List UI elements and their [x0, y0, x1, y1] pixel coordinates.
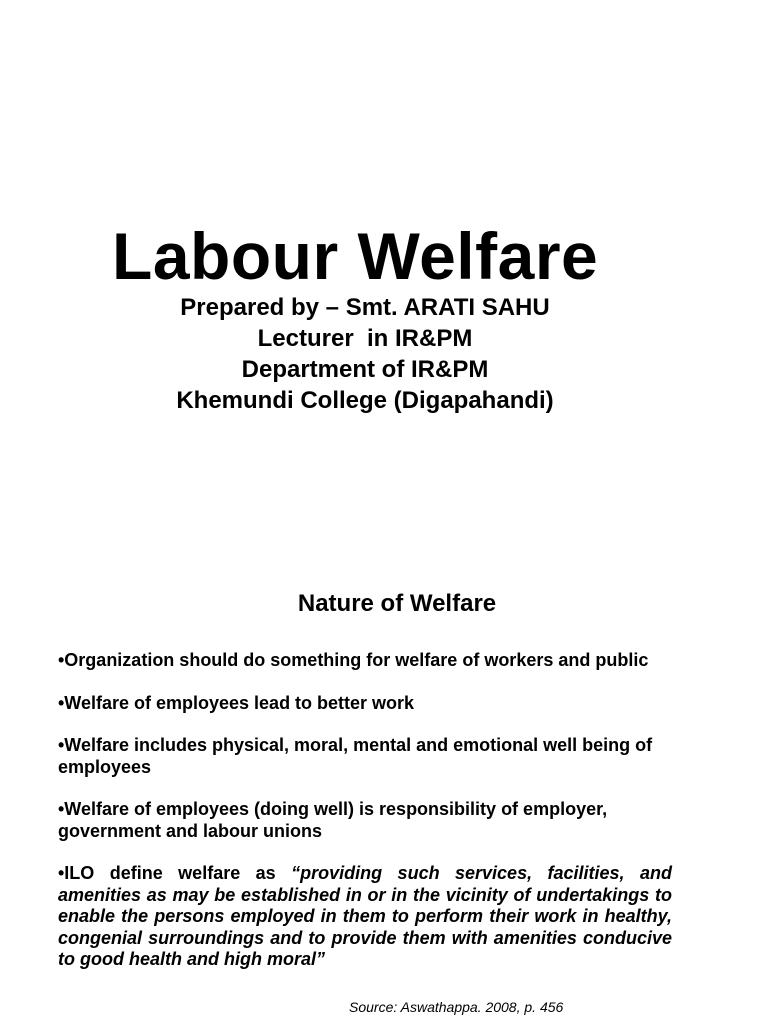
- source-citation: Source: Aswathappa. 2008, p. 456: [349, 999, 564, 1015]
- ilo-lead: •ILO define welfare as: [58, 863, 292, 883]
- author-block: [100, 292, 630, 416]
- author-college: Khemundi College (Digapahandi): [176, 387, 554, 414]
- section-heading: Nature of Welfare: [297, 590, 497, 617]
- author-department: Department of IR&PM: [241, 356, 489, 383]
- bullet-item: •Welfare of employees (doing well) is responsibility of employer, government and labour unions: [58, 799, 608, 841]
- bullet-item: •Welfare includes physical, moral, mental and emotional well being of employees: [58, 735, 653, 777]
- author-position: Lecturer in IR&PM: [257, 325, 473, 352]
- ilo-definition: [58, 863, 672, 971]
- bullet-item: •Welfare of employees lead to better work: [58, 692, 415, 713]
- bullet-list: [58, 650, 672, 992]
- prepared-by: Prepared by – Smt. ARATI SAHU: [180, 294, 550, 321]
- page-title: Labour Welfare: [112, 219, 599, 293]
- ilo-quote: “providing such services, facilities, and amenities as may be established in or in the vicinity of undertakings to enable the persons employed in them to perform their work in healthy, congenial surroundings and to provide them with amenities conducive to good health and high moral”: [58, 863, 672, 969]
- bullet-item: •Organization should do something for welfare of workers and public: [58, 650, 649, 670]
